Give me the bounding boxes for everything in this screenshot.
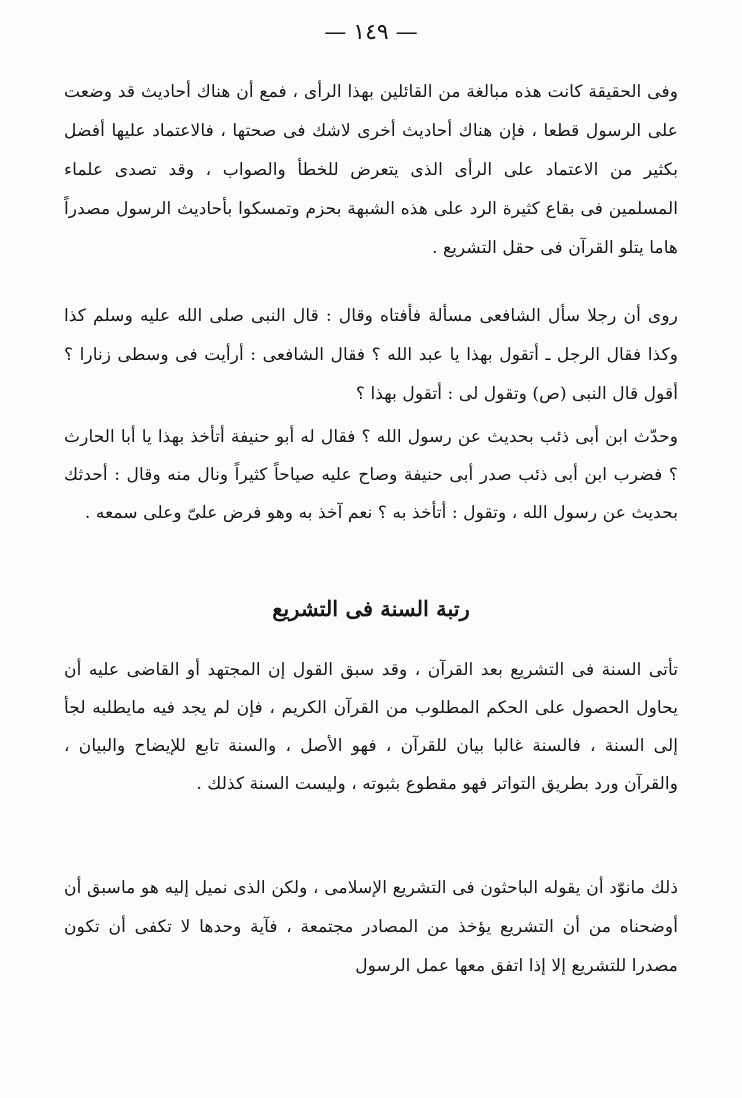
paragraph-shafii-anecdote — [64, 297, 678, 414]
paragraph-text: وفى الحقيقة كانت هذه مبالغة من القائلين بهذا الرأى ، فمع أن هناك أحاديث قد وضعت على الرسول قطعا ، فإن هناك أحاديث أخرى لاشك فى صحتها ، فالاعتماد عليها أفضل بكثير من الاعتماد على الرأى الذى يتعرض للخطأ والصواب ، وقد تصدى علماء المسلمين فى بقاع كثيرة الرد على هذه الشبهة بحزم وتمسكوا بأحاديث الرسول مصدراً هاما يتلو القرآن فى حقل التشريع . — [64, 82, 678, 258]
paragraph-abu-hanifa-anecdote — [64, 418, 678, 532]
paragraph-text: تأتى السنة فى التشريع بعد القرآن ، وقد سبق القول إن المجتهد أو القاضى عليه أن يحاول الحصول على الحكم المطلوب من القرآن الكريم ، فإن لم يجد فيه مايطلبه لجأ إلى السنة ، فالسنة غالبا بيان للقرآن ، فهو الأصل ، والسنة تابع للإيضاح والبيان ، والقرآن ورد بطريق التواتر فهو مقطوع بثبوته ، وليست السنة كذلك . — [64, 660, 678, 794]
paragraph-text: روى أن رجلا سأل الشافعى مسألة فأفتاه وقال : قال النبى صلى الله عليه وسلم كذا وكذا فقال الرجل ـ أتقول بهذا يا عبد الله ؟ فقال الشافعى : أرأيت فى وسطى زنارا ؟ أقول قال النبى (ص) وتقول لى : أتقول بهذا ؟ — [64, 306, 678, 404]
section-heading: رتبة السنة فى التشريع — [272, 596, 470, 621]
paragraph-text: وحدّث ابن أبى ذئب بحديث عن رسول الله ؟ فقال له أبو حنيفة أتأخذ بهذا يا أبا الحارث ؟ فضرب ابن أبى ذئب صدر أبى حنيفة وصاح عليه صياحاً كثيراً ونال منه وقال : أحدثك بحديث عن رسول الله ، وتقول : أتأخذ به ؟ نعم آخذ به وهو فرض علىّ وعلى سمعه . — [64, 427, 678, 523]
page-number: — ١٤٩ — — [324, 20, 418, 45]
paragraph-hadith-exaggeration — [64, 73, 678, 268]
paragraph-text: ذلك مانوّد أن يقوله الباحثون فى التشريع الإسلامى ، ولكن الذى نميل إليه هو ماسبق أن أوضحناه من أن التشريع يؤخذ من المصادر مجتمعة ، فآية وحدها لا تكفى أن تكون مصدرا للتشريع إلا إذا اتفق معها عمل الرسول — [64, 878, 678, 976]
paragraph-sunnah-rank — [64, 651, 678, 803]
paragraph-researchers-view — [64, 869, 678, 986]
